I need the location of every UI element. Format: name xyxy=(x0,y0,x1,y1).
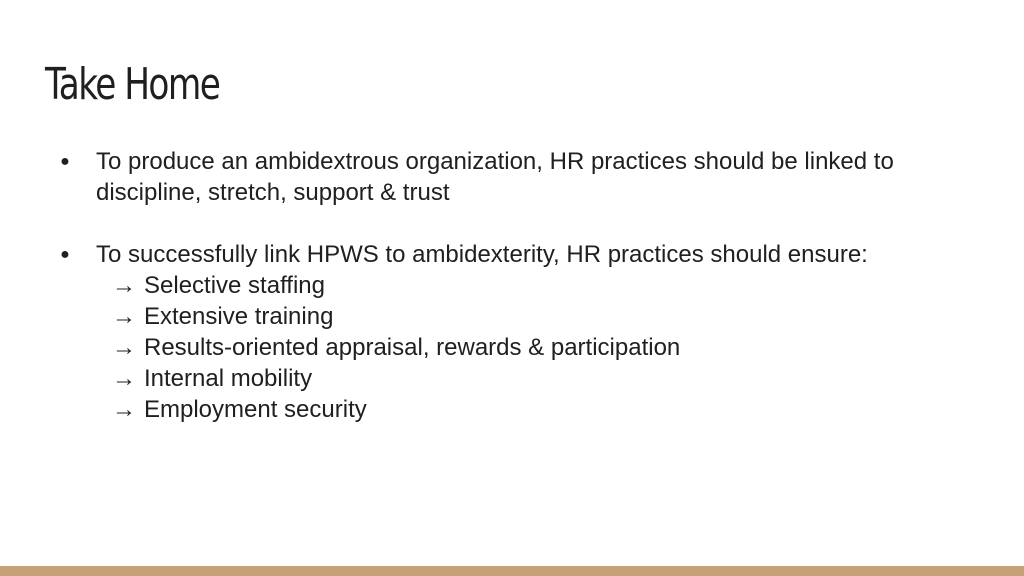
sub-list-item xyxy=(96,301,976,332)
bullet-text: To produce an ambidextrous organization, HR practices should be linked to discipline, stretch, support & trust xyxy=(96,148,894,206)
arrow-right-icon: → xyxy=(112,272,136,299)
bullet-dot-icon: ● xyxy=(60,246,70,263)
arrow-right-icon: → xyxy=(112,365,136,392)
bullet-item xyxy=(56,239,976,425)
accent-bar xyxy=(0,566,1024,576)
slide-body xyxy=(56,146,976,425)
sub-item-text: Internal mobility xyxy=(144,365,313,392)
bullet-text: To successfully link HPWS to ambidexterity, HR practices should ensure: xyxy=(96,241,868,268)
slide-title: Take Home xyxy=(45,59,220,110)
sub-item-text: Extensive training xyxy=(144,303,334,330)
sub-item-text: Results-oriented appraisal, rewards & participation xyxy=(144,334,681,361)
sub-list-item xyxy=(96,394,976,425)
spacer xyxy=(56,208,976,239)
sub-list-item xyxy=(96,363,976,394)
bullet-dot-icon: ● xyxy=(60,153,70,170)
sub-item-text: Selective staffing xyxy=(144,272,325,299)
arrow-right-icon: → xyxy=(112,334,136,361)
sub-list-item xyxy=(96,332,976,363)
arrow-right-icon: → xyxy=(112,396,136,423)
sub-list-item xyxy=(96,270,976,301)
sub-list xyxy=(96,270,976,425)
bullet-item xyxy=(56,146,976,208)
sub-item-text: Employment security xyxy=(144,396,367,423)
arrow-right-icon: → xyxy=(112,303,136,330)
